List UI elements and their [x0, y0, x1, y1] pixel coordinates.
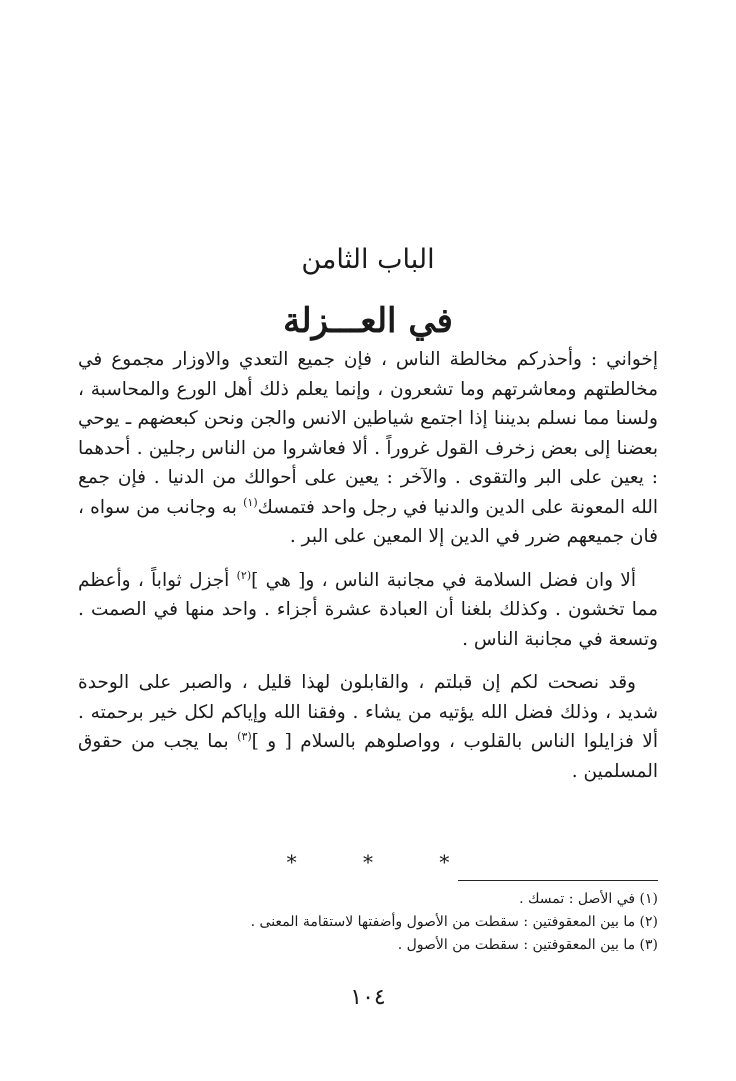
- page-number: ١٠٤: [350, 985, 386, 1010]
- footnote-1: (١) في الأصل : تمسك .: [519, 891, 658, 907]
- footnote-2: (٢) ما بين المعقوفتين : سقطت من الأصول وأضفتها لاستقامة المعنى .: [250, 914, 658, 930]
- paragraph-1: [78, 345, 658, 552]
- section-title: في العـــزلة: [283, 301, 453, 341]
- chapter-heading: الباب الثامن: [301, 244, 435, 275]
- paragraph-3: [78, 668, 658, 786]
- section-separator: [0, 850, 736, 874]
- footnotes: [78, 888, 658, 957]
- paragraph-2-tail: أجزل ثواباً ، وأعظم مما تخشون . وكذلك بلغنا أن العبادة عشرة أجزاء . واحد منها في الصمت . وتسعة في مجانبة الناس .: [78, 569, 658, 650]
- paragraph-3-tail: بما يجب من حقوق المسلمين .: [78, 731, 658, 782]
- separator-star: *: [286, 850, 297, 874]
- footnote-marker-3: (٣): [237, 729, 252, 743]
- footnote-3: (٣) ما بين المعقوفتين : سقطت من الأصول .: [397, 937, 658, 953]
- footnote-marker-2: (٢): [236, 568, 252, 582]
- paragraph-1-text: إخواني : وأحذركم مخالطة الناس ، فإن جميع التعدي والاوزار مجموع في مخالطتهم ومعاشرتهم وما تشعرون ، وإنما يعلم ذلك أهل الورع والمحاسبة ، ولسنا مما نسلم بديننا إذا اجتمع شياطين الانس والجن ونحن كبعضهم ـ يوحي بعضنا إلى بعض زخرف القول غروراً . ألا فعاشروا من الناس رجلين . أحدهما : يعين على البر والتقوى . والآخر : يعين على أحوالك من الدنيا . فإن جمع الله المعونة على الدين والدنيا في رجل واحد فتمسك: [78, 349, 658, 518]
- footnote-divider: [458, 880, 658, 881]
- paragraph-2: [78, 566, 658, 655]
- separator-star: *: [439, 850, 450, 874]
- paragraph-2-text: ألا وان فضل السلامة في مجانبة الناس ، و[ هي ]: [251, 569, 636, 591]
- paragraph-1-tail: به وجانب من سواه ، فان جميعهم ضرر في الدين إلا المعين على البر .: [78, 496, 658, 547]
- separator-star: *: [363, 850, 373, 874]
- paragraph-3-text: وقد نصحت لكم إن قبلتم ، والقابلون لهذا قليل ، والصبر على الوحدة شديد ، وذلك فضل الله يؤتيه من يشاء . وفقنا الله وإياكم لكل خير برحمته . ألا فزايلوا الناس بالقلوب ، وواصلوهم بالسلام [ و ]: [78, 672, 658, 752]
- body-text: [78, 345, 658, 800]
- footnote-marker-1: (١): [243, 495, 258, 509]
